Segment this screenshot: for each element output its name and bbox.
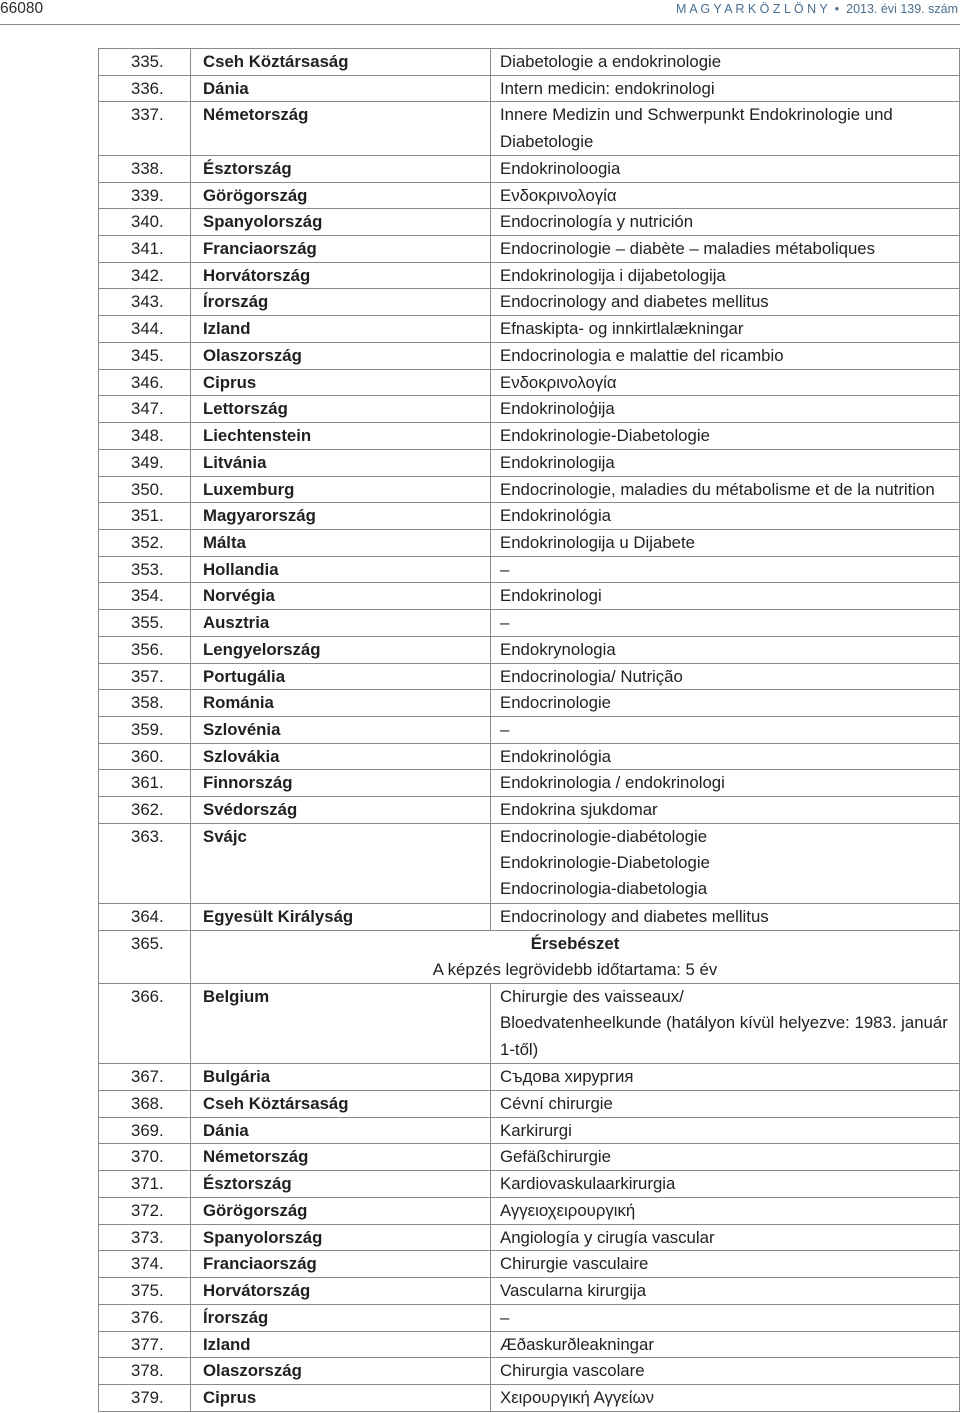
- specialty-cell: [491, 1251, 959, 1277]
- specialty-line: Endocrinologie, maladies du métabolisme et de la nutrition: [500, 479, 935, 499]
- specialty-line: Endocrinologia-diabetologia: [500, 879, 708, 899]
- specialty-line: Chirurgie vasculaire: [500, 1254, 649, 1274]
- row-number: 337.: [99, 102, 191, 154]
- header-bullet: •: [834, 2, 840, 16]
- table-row: [99, 1090, 959, 1117]
- specialty-cell: [491, 263, 959, 289]
- country-name: Finnország: [191, 770, 491, 796]
- country-name: Franciaország: [191, 1251, 491, 1277]
- row-number: 347.: [99, 396, 191, 422]
- specialty-line: Endocrinología y nutrición: [500, 212, 694, 232]
- specialty-line: Intern medicin: endokrinologi: [500, 78, 715, 98]
- country-name: Horvátország: [191, 263, 491, 289]
- table-row: [99, 983, 959, 1063]
- row-number: 352.: [99, 530, 191, 556]
- specialty-line: Endokrinologija u Dijabete: [500, 532, 695, 552]
- table-row: [99, 1250, 959, 1277]
- row-number: 373.: [99, 1225, 191, 1251]
- specialty-line: Endokrinologie-Diabetologie: [500, 426, 710, 446]
- specialty-cell: [491, 156, 959, 182]
- specialty-cell: [491, 690, 959, 716]
- table-row: [99, 636, 959, 663]
- country-name: Spanyolország: [191, 209, 491, 235]
- row-number: 340.: [99, 209, 191, 235]
- row-number: 361.: [99, 770, 191, 796]
- table-row: [99, 689, 959, 716]
- country-name: Írország: [191, 289, 491, 315]
- row-number: 357.: [99, 664, 191, 690]
- specialty-line: Endocrinologie-diabétologie: [500, 826, 708, 846]
- section-subtitle: A képzés legrövidebb időtartama: 5 év: [432, 959, 718, 979]
- specialty-line: Ενδοκρινολογία: [500, 185, 617, 205]
- table-row: [99, 1197, 959, 1224]
- specialty-cell: [491, 1332, 959, 1358]
- country-name: Horvátország: [191, 1278, 491, 1304]
- country-name: Magyarország: [191, 503, 491, 529]
- country-name: Ciprus: [191, 370, 491, 396]
- specialty-cell: [491, 183, 959, 209]
- table-row: [99, 1384, 959, 1411]
- table-row: [99, 182, 959, 209]
- row-number: 355.: [99, 610, 191, 636]
- country-name: Lettország: [191, 396, 491, 422]
- table-row: [99, 502, 959, 529]
- row-number: 343.: [99, 289, 191, 315]
- row-number: 342.: [99, 263, 191, 289]
- specialty-cell: [491, 289, 959, 315]
- table-row: [99, 1117, 959, 1144]
- specialty-cell: [491, 1144, 959, 1170]
- specialty-table: [98, 48, 960, 1412]
- row-number: 369.: [99, 1118, 191, 1144]
- country-name: Egyesült Királyság: [191, 904, 491, 930]
- journal-title: M A G Y A R K Ö Z L Ö N Y: [676, 2, 828, 16]
- specialty-cell: [491, 423, 959, 449]
- specialty-line: Angiología y cirugía vascular: [500, 1227, 715, 1247]
- row-number: 376.: [99, 1305, 191, 1331]
- specialty-line: Αγγειοχειρουργική: [500, 1200, 636, 1220]
- country-name: Szlovénia: [191, 717, 491, 743]
- country-name: Németország: [191, 102, 491, 154]
- country-name: Ausztria: [191, 610, 491, 636]
- country-name: Izland: [191, 316, 491, 342]
- table-row: [99, 1143, 959, 1170]
- country-name: Bulgária: [191, 1064, 491, 1090]
- row-number: 371.: [99, 1171, 191, 1197]
- country-name: Görögország: [191, 1198, 491, 1224]
- specialty-cell: [491, 450, 959, 476]
- table-row: [99, 1331, 959, 1358]
- specialty-cell: [491, 1385, 959, 1411]
- specialty-cell: [491, 1091, 959, 1117]
- table-row: [99, 743, 959, 770]
- table-row: [99, 395, 959, 422]
- country-name: Észtország: [191, 156, 491, 182]
- row-number: 351.: [99, 503, 191, 529]
- specialty-line: Endokrynologia: [500, 639, 616, 659]
- specialty-line: Efnaskipta- og innkirtlalækningar: [500, 319, 744, 339]
- row-number: 362.: [99, 797, 191, 823]
- table-row: [99, 235, 959, 262]
- table-row: [99, 1277, 959, 1304]
- table-row: [99, 1063, 959, 1090]
- row-number: 377.: [99, 1332, 191, 1358]
- specialty-cell: [491, 664, 959, 690]
- specialty-line: –: [500, 719, 510, 739]
- table-row: [99, 769, 959, 796]
- specialty-cell: [491, 49, 959, 75]
- specialty-cell: [491, 343, 959, 369]
- row-number: 364.: [99, 904, 191, 930]
- specialty-line: –: [500, 559, 510, 579]
- table-row: [99, 903, 959, 930]
- country-name: Norvégia: [191, 583, 491, 609]
- table-row: [99, 101, 959, 154]
- specialty-cell: [491, 477, 959, 503]
- country-name: Ciprus: [191, 1385, 491, 1411]
- specialty-line: Endocrinology and diabetes mellitus: [500, 292, 769, 312]
- table-row: [99, 1304, 959, 1331]
- table-row: [99, 75, 959, 102]
- specialty-cell: [491, 530, 959, 556]
- row-number: 354.: [99, 583, 191, 609]
- specialty-cell: [491, 102, 959, 154]
- table-row: [99, 1170, 959, 1197]
- country-name: Románia: [191, 690, 491, 716]
- specialty-line: Endokrinoloogia: [500, 158, 621, 178]
- table-row: [99, 556, 959, 583]
- specialty-line: Chirurgia vascolare: [500, 1361, 645, 1381]
- country-name: Észtország: [191, 1171, 491, 1197]
- specialty-cell: [491, 76, 959, 102]
- specialty-line: Endokrinologie-Diabetologie: [500, 853, 710, 873]
- section-cell: [191, 931, 959, 983]
- country-name: Cseh Köztársaság: [191, 49, 491, 75]
- table-row: [99, 342, 959, 369]
- table-row: [99, 1224, 959, 1251]
- table-row: [99, 582, 959, 609]
- table-row: [99, 1357, 959, 1384]
- country-name: Luxemburg: [191, 477, 491, 503]
- specialty-line: Endokrinológia: [500, 746, 612, 766]
- header-rule: [0, 24, 960, 25]
- row-number: 368.: [99, 1091, 191, 1117]
- country-name: Svájc: [191, 824, 491, 903]
- table-row: [99, 716, 959, 743]
- specialty-line: 1-től): [500, 1039, 539, 1059]
- table-row: [99, 155, 959, 182]
- page-number: 66080: [0, 0, 44, 17]
- specialty-line: Endocrinologie – diabète – maladies métaboliques: [500, 239, 876, 259]
- specialty-cell: [491, 770, 959, 796]
- row-number: 349.: [99, 450, 191, 476]
- specialty-line: Bloedvatenheelkunde (hatályon kívül helyezve: 1983. január: [500, 1013, 948, 1033]
- specialty-line: Ενδοκρινολογία: [500, 372, 617, 392]
- row-number: 341.: [99, 236, 191, 262]
- specialty-cell: [491, 1278, 959, 1304]
- row-number: 372.: [99, 1198, 191, 1224]
- country-name: Dánia: [191, 1118, 491, 1144]
- table-row: [99, 315, 959, 342]
- country-name: Spanyolország: [191, 1225, 491, 1251]
- specialty-line: Endokrinologi: [500, 586, 602, 606]
- specialty-line: Kardiovaskulaarkirurgia: [500, 1174, 676, 1194]
- row-number: 375.: [99, 1278, 191, 1304]
- country-name: Málta: [191, 530, 491, 556]
- country-name: Portugália: [191, 664, 491, 690]
- specialty-cell: [491, 316, 959, 342]
- country-name: Litvánia: [191, 450, 491, 476]
- specialty-cell: [491, 503, 959, 529]
- table-row: [99, 663, 959, 690]
- row-number: 370.: [99, 1144, 191, 1170]
- row-number: 348.: [99, 423, 191, 449]
- specialty-line: Karkirurgi: [500, 1120, 572, 1140]
- specialty-line: Innere Medizin und Schwerpunkt Endokrinologie und: [500, 105, 893, 125]
- specialty-line: Diabetologie: [500, 131, 594, 151]
- specialty-line: Endokrina sjukdomar: [500, 800, 658, 820]
- specialty-line: Endokrinologia / endokrinologi: [500, 773, 725, 793]
- specialty-cell: [491, 610, 959, 636]
- row-number: 345.: [99, 343, 191, 369]
- specialty-line: Endocrinologia e malattie del ricambio: [500, 345, 784, 365]
- specialty-line: Χειρουργική Αγγείων: [500, 1387, 654, 1407]
- specialty-line: Endocrinology and diabetes mellitus: [500, 907, 769, 926]
- country-name: Belgium: [191, 984, 491, 1063]
- row-number: 339.: [99, 183, 191, 209]
- row-number: 360.: [99, 744, 191, 770]
- country-name: Franciaország: [191, 236, 491, 262]
- row-number: 338.: [99, 156, 191, 182]
- specialty-cell: [491, 1305, 959, 1331]
- country-name: Cseh Köztársaság: [191, 1091, 491, 1117]
- row-number: 374.: [99, 1251, 191, 1277]
- table-row: [99, 48, 959, 75]
- table-row: [99, 208, 959, 235]
- specialty-cell: [491, 1358, 959, 1384]
- table-row: [99, 796, 959, 823]
- row-number: 335.: [99, 49, 191, 75]
- specialty-cell: [491, 1171, 959, 1197]
- specialty-cell: [491, 717, 959, 743]
- specialty-cell: [491, 984, 959, 1063]
- country-name: Németország: [191, 1144, 491, 1170]
- section-title: Érsebészet: [530, 933, 620, 953]
- row-number: 353.: [99, 557, 191, 583]
- issue-number: 2013. évi 139. szám: [846, 2, 958, 16]
- specialty-line: Endokrinológia: [500, 506, 612, 526]
- specialty-cell: [491, 209, 959, 235]
- specialty-line: –: [500, 1307, 510, 1327]
- row-number: 378.: [99, 1358, 191, 1384]
- row-number: 356.: [99, 637, 191, 663]
- country-name: Írország: [191, 1305, 491, 1331]
- table-row: [99, 422, 959, 449]
- row-number: 379.: [99, 1385, 191, 1411]
- table-row: [99, 823, 959, 903]
- specialty-line: Vascularna kirurgija: [500, 1281, 647, 1301]
- specialty-cell: [491, 797, 959, 823]
- country-name: Görögország: [191, 183, 491, 209]
- country-name: Svédország: [191, 797, 491, 823]
- specialty-line: Diabetologie a endokrinologie: [500, 52, 722, 71]
- row-number: 350.: [99, 477, 191, 503]
- specialty-cell: [491, 583, 959, 609]
- row-number: 359.: [99, 717, 191, 743]
- specialty-cell: [491, 236, 959, 262]
- row-number: 346.: [99, 370, 191, 396]
- specialty-cell: [491, 370, 959, 396]
- specialty-cell: [491, 824, 959, 903]
- specialty-cell: [491, 396, 959, 422]
- running-header: [676, 2, 958, 16]
- country-name: Hollandia: [191, 557, 491, 583]
- country-name: Izland: [191, 1332, 491, 1358]
- specialty-line: Endokrinologija: [500, 452, 615, 472]
- row-number: 336.: [99, 76, 191, 102]
- specialty-line: Endocrinologia/ Nutrição: [500, 666, 683, 686]
- country-name: Liechtenstein: [191, 423, 491, 449]
- specialty-line: Endokrinologija i dijabetologija: [500, 265, 726, 285]
- table-row: [99, 288, 959, 315]
- specialty-cell: [491, 557, 959, 583]
- specialty-line: Cévní chirurgie: [500, 1094, 613, 1114]
- specialty-cell: [491, 1198, 959, 1224]
- table-row: [99, 529, 959, 556]
- section-header-row: [99, 930, 959, 983]
- specialty-line: –: [500, 613, 510, 633]
- row-number: 363.: [99, 824, 191, 903]
- row-number: 358.: [99, 690, 191, 716]
- country-name: Dánia: [191, 76, 491, 102]
- row-number: 367.: [99, 1064, 191, 1090]
- specialty-line: Gefäßchirurgie: [500, 1147, 611, 1167]
- table-row: [99, 369, 959, 396]
- table-row: [99, 476, 959, 503]
- specialty-line: Chirurgie des vaisseaux/: [500, 987, 684, 1007]
- specialty-cell: [491, 1118, 959, 1144]
- country-name: Olaszország: [191, 343, 491, 369]
- row-number: 344.: [99, 316, 191, 342]
- row-number: 366.: [99, 984, 191, 1063]
- specialty-line: Endokrinoloģija: [500, 399, 615, 419]
- table-row: [99, 609, 959, 636]
- country-name: Lengyelország: [191, 637, 491, 663]
- country-name: Olaszország: [191, 1358, 491, 1384]
- specialty-cell: [491, 637, 959, 663]
- specialty-line: Съдова хирургия: [500, 1067, 634, 1087]
- specialty-cell: [491, 1225, 959, 1251]
- row-number: 365.: [99, 931, 191, 983]
- specialty-cell: [491, 744, 959, 770]
- country-name: Szlovákia: [191, 744, 491, 770]
- specialty-cell: [491, 904, 959, 930]
- specialty-cell: [491, 1064, 959, 1090]
- specialty-line: Endocrinologie: [500, 693, 612, 713]
- table-row: [99, 262, 959, 289]
- table-row: [99, 449, 959, 476]
- specialty-line: Æðaskurðleakningar: [500, 1334, 654, 1354]
